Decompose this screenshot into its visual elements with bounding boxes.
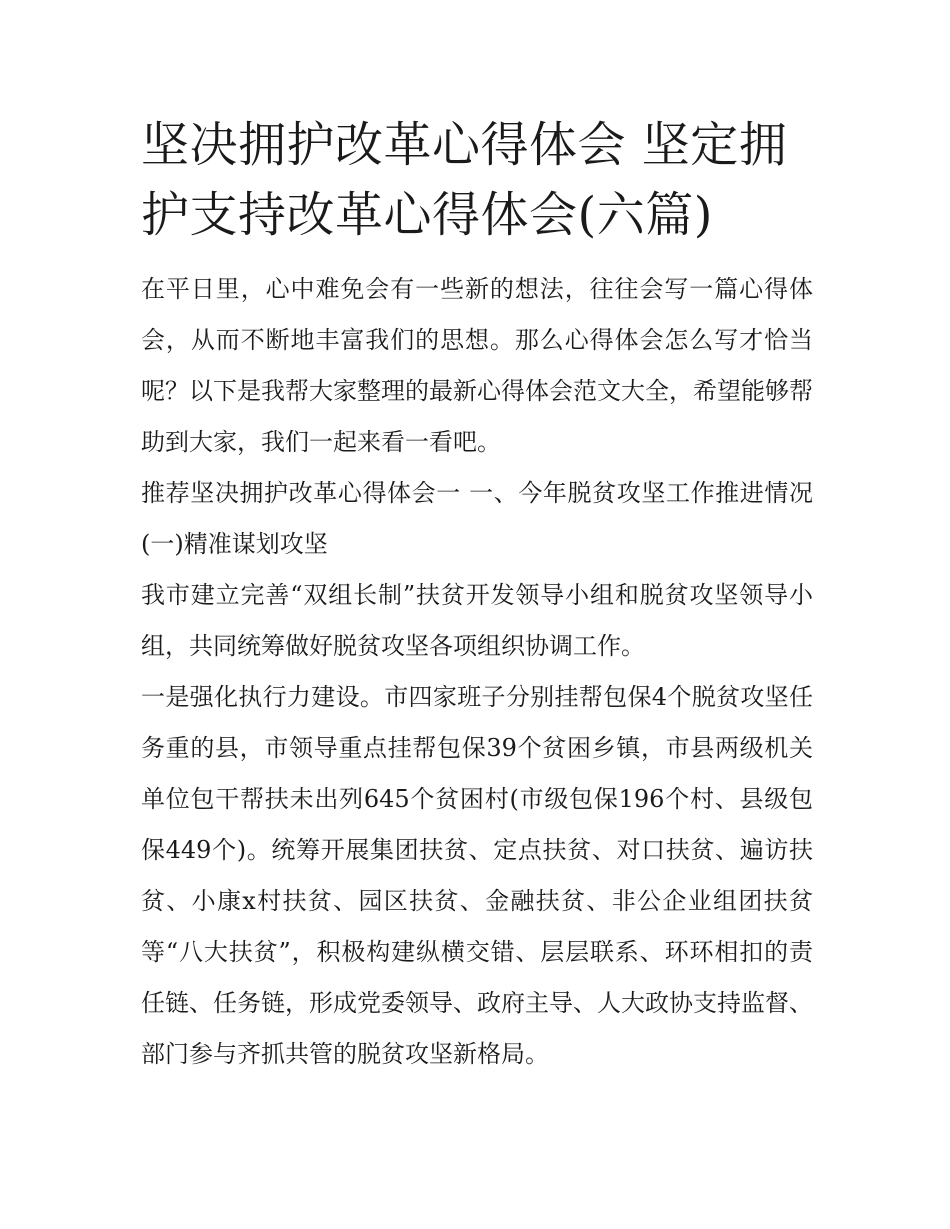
paragraph-section-heading: 推荐坚决拥护改革心得体会一 一、今年脱贫攻坚工作推进情况 (一)精准谋划攻坚	[141, 479, 813, 558]
paragraph-intro: 在平日里，心中难免会有一些新的想法，往往会写一篇心得体会，从而不断地丰富我们的思想。那么心得体会怎么写才恰当呢？以下是我帮大家整理的最新心得体会范文大全，希望能够帮助到大家，我们一起来看一看吧。	[141, 275, 813, 456]
title-spacer	[141, 250, 813, 264]
paragraph-execution: 一是强化执行力建设。市四家班子分别挂帮包保4个脱贫攻坚任务重的县，市领导重点挂帮包保39个贫困乡镇，市县两级机关单位包干帮扶未出列645个贫困村(市级包保196个村、县级包保449个)。统筹开展集团扶贫、定点扶贫、对口扶贫、遍访扶贫、小康x村扶贫、园区扶贫、金融扶贫、非公企业组团扶贫等“八大扶贫”，积极构建纵横交错、层层联系、环环相扣的责任链、任务链，形成党委领导、政府主导、人大政协支持监督、部门参与齐抓共管的脱贫攻坚新格局。	[141, 683, 813, 1068]
document-title: 坚决拥护改革心得体会 坚定拥护支持改革心得体会(六篇)	[141, 117, 788, 243]
paragraph-leadership-system: 我市建立完善“双组长制”扶贫开发领导小组和脱贫攻坚领导小组，共同统筹做好脱贫攻坚各项组织协调工作。	[141, 581, 813, 660]
document-page	[141, 110, 813, 1080]
